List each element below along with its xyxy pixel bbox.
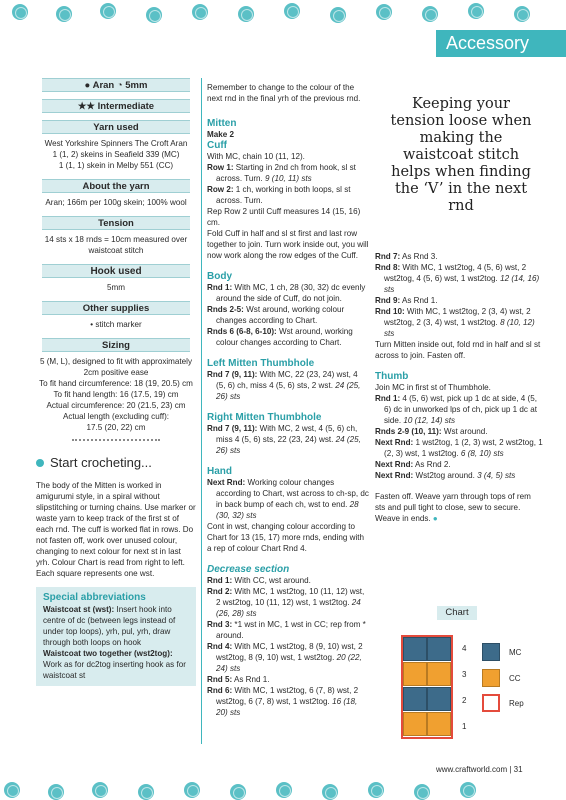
sizing-line: To fit hand length: 16 (17.5, 19) cm (53, 390, 179, 399)
hook-icon: ◔ (116, 80, 123, 91)
hook-used-text: 5mm (107, 283, 125, 292)
key-swatch-mc (482, 643, 500, 661)
yarn-ball-icon (48, 784, 64, 800)
abbreviation-item (43, 648, 189, 681)
chart-cell-r3-c1 (403, 662, 427, 686)
yarn-ball-icon (276, 782, 292, 798)
body-rnds-6: Rnds 6 (6-8, 6-10): Wst around, working colour changes according to Chart. (207, 327, 353, 347)
decrease-rnd-2: Rnd 2: With MC, 1 wst2tog, 10 (11, 12) wst, 2 wst2tog, 10 (11, 12) wst, 1 wst2tog. 24 (26, 28) sts (207, 587, 365, 618)
page-number: 31 (513, 765, 523, 774)
left-thumbhole-heading: Left Mitten Thumbhole (207, 358, 315, 369)
skill-level: Intermediate (97, 101, 155, 112)
body-rnd-1: Rnd 1: With MC, 1 ch, 28 (30, 32) dc evenly around the side of Cuff, do not join. (207, 283, 366, 303)
tension-heading: Tension (42, 216, 190, 230)
footer-url: www.craftworld.com (436, 765, 508, 774)
abbreviation-item (43, 604, 189, 648)
chart-title: Chart (437, 606, 477, 620)
yarn-ball-icon (468, 3, 484, 19)
thumb-rnds-2-9: Rnds 2-9 (10, 11): Wst around. (375, 427, 488, 436)
mitten-heading: Mitten (207, 118, 237, 129)
yarn-weight: Aran (92, 80, 115, 91)
bottom-yarn-ball-border (0, 780, 566, 800)
chart-cell-r2-c1 (403, 687, 427, 711)
yarn-ball-icon (376, 4, 392, 20)
end-mark-icon: ● (432, 514, 438, 523)
yarn-weight-icon: ● (84, 80, 91, 91)
right-thumbhole-rnd-7: Rnd 7 (9, 11): With MC, 2 wst, 4 (5, 6) ch, miss 4 (5, 6) sts, 22 (23, 24) wst. 24 (25, 26) sts (207, 424, 361, 455)
column-divider (201, 78, 202, 744)
sizing-line: To fit hand circumference: 18 (19, 20.5) cm (39, 379, 193, 388)
tension-text: 14 sts x 18 rnds = 10cm measured over waistcoat stitch (44, 235, 188, 255)
yarn-ball-icon (422, 6, 438, 22)
pull-quote: Keeping your tension loose when making the waistcoat stitch helps when finding the ‘V’ in the next rnd (390, 96, 532, 214)
right-thumbhole-heading: Right Mitten Thumbhole (207, 412, 322, 423)
other-supplies-text: • stitch marker (90, 320, 142, 329)
start-text: The body of the Mitten is worked in amigurumi style, in a spiral without slipstitching or turning chains. Use marker or waste yarn to keep track of the first st of each rnd. The cuff is worked flat in rows. Do not fasten off, work over unused colour, changing to next colour for next st in last yrh. Colour Chart is read from right to left. Each square represents one wst. (36, 481, 196, 578)
intro-text: Remember to change to the colour of the next rnd in the final yrh of the previous rnd. (207, 83, 361, 103)
yarn-ball-icon (460, 782, 476, 798)
key-label-rep: Rep (509, 699, 524, 708)
cuff-row-2: Row 2: 1 ch, working in both loops, sl st across. Turn. (207, 185, 351, 205)
decrease-rnd-6: Rnd 6: With MC, 1 wst2tog, 6 (7, 8) wst, 2 wst2tog, 6 (7, 8) wst, 1 wst2tog. 16 (18, 20) sts (207, 686, 359, 717)
yarn-ball-icon (284, 3, 300, 19)
cuff-heading: Cuff (207, 140, 227, 151)
chart-row-label: 2 (462, 696, 467, 705)
yarn-ball-icon (368, 782, 384, 798)
decrease-rnd-1: Rnd 1: With CC, wst around. (207, 576, 311, 585)
yarn-ball-icon (238, 6, 254, 22)
yarn-ball-icon (330, 7, 346, 23)
yarn-line: 1 (1, 2) skeins in Seafield 339 (MC) (52, 150, 180, 159)
level-pill (42, 99, 190, 113)
thumb-join: Join MC in first st of Thumbhole. (375, 383, 491, 392)
colour-chart-grid (401, 635, 453, 739)
abbreviation-term: Waistcoat two together (wst2tog): (43, 649, 173, 658)
thumb-next-rnd-1: Next Rnd: 1 wst2tog, 1 (2, 3) wst, 2 wst2tog, 1 (2, 3) wst, 1 wst2tog. 6 (8, 10) sts (375, 438, 543, 458)
body-rnds-2-5: Rnds 2-5: Wst around, working colour changes according to Chart. (207, 305, 345, 325)
yarn-ball-icon (4, 782, 20, 798)
start-title: Start crocheting... (50, 455, 152, 470)
abbreviation-term: Waistcoat st (wst): (43, 605, 115, 614)
fasten-off-text: Fasten off. Weave yarn through tops of rem sts and pull tight to close, sew to secure. Weave in ends. ● (375, 492, 531, 523)
hand-continue: Cont in wst, changing colour according to Chart for 13 (15, 17) more rnds, ending with a rep of colour Chart Rnd 4. (207, 522, 365, 553)
thumb-next-rnd-2: Next Rnd: As Rnd 2. (375, 460, 451, 469)
left-thumbhole-rnd-7: Rnd 7 (9, 11): With MC, 22 (23, 24) wst, 4 (5, 6) ch, miss 4 (5, 6) sts, 2 wst. 24 (25, 26) sts (207, 370, 361, 401)
abbreviation-definition: Work as for dc2tog inserting hook as for waistcoat st (43, 660, 186, 680)
yarn-ball-icon (100, 3, 116, 19)
weight-hook-pill (42, 78, 190, 92)
key-label-mc: MC (509, 648, 522, 657)
top-yarn-ball-border (0, 0, 566, 26)
pattern-column-1 (207, 82, 369, 718)
key-label-cc: CC (509, 674, 521, 683)
chart-row-label: 1 (462, 722, 467, 731)
yarn-ball-icon (414, 784, 430, 800)
sizing-line: 17.5 (20, 22) cm (86, 423, 146, 432)
yarn-ball-icon (230, 784, 246, 800)
chart-row-label: 3 (462, 670, 467, 679)
about-yarn-heading: About the yarn (42, 179, 190, 193)
sizing-line: 5 (M, L), designed to fit with approximately 2cm positive ease (39, 357, 193, 377)
yarn-used-heading: Yarn used (42, 120, 190, 134)
yarn-ball-icon (322, 784, 338, 800)
hand-heading: Hand (207, 466, 232, 477)
footer-divider: | (509, 765, 514, 774)
sizing-line: Actual length (excluding cuff): (62, 412, 170, 421)
abbreviation-definition: Insert hook into centre of dc (between legs instead of under top loops), yrh, pul, yrh, draw through both loops on hook (43, 605, 176, 647)
sizing-line: Actual circumference: 20 (21.5, 23) cm (46, 401, 186, 410)
cuff-row-1: Row 1: Starting in 2nd ch from hook, sl st across. Turn. 9 (10, 11) sts (207, 163, 356, 183)
yarn-line: West Yorkshire Spinners The Croft Aran (44, 139, 188, 148)
decrease-rnd-4: Rnd 4: With MC, 1 wst2tog, 8 (9, 10) wst, 2 wst2tog, 8 (9, 10) wst, 1 wst2tog. 20 (22, 24) sts (207, 642, 363, 673)
dotted-separator (72, 439, 160, 441)
rnd-9: Rnd 9: As Rnd 1. (375, 296, 438, 305)
rnd-7: Rnd 7: As Rnd 3. (375, 252, 438, 261)
rnd-8: Rnd 8: With MC, 1 wst2tog, 4 (5, 6) wst, 2 wst2tog, 4 (5, 6) wst, 1 wst2tog. 12 (14, 16) sts (375, 263, 540, 294)
star-rating: ★★ (77, 101, 95, 112)
sizing-heading: Sizing (42, 338, 190, 352)
cuff-chain: With MC, chain 10 (11, 12). (207, 152, 305, 161)
thumb-next-rnd-3: Next Rnd: Wst2tog around. 3 (4, 5) sts (375, 471, 516, 480)
info-column (36, 78, 196, 686)
make-count: Make 2 (207, 130, 234, 139)
hand-next-rnd: Next Rnd: Working colour changes according to Chart, wst across to ch-sp, dc in back bump of each ch, wst to end. 28 (30, 32) sts (207, 478, 369, 520)
about-yarn-text: Aran; 166m per 100g skein; 100% wool (45, 198, 187, 207)
yarn-ball-icon (138, 784, 154, 800)
chart-cell-r1-c2 (427, 712, 451, 736)
decrease-heading: Decrease section (207, 564, 290, 575)
pattern-column-2 (375, 251, 543, 524)
key-swatch-cc (482, 669, 500, 687)
yarn-ball-icon (192, 4, 208, 20)
other-supplies-heading: Other supplies (42, 301, 190, 315)
hook-size: 5mm (125, 80, 148, 91)
yarn-ball-icon (56, 6, 72, 22)
decrease-rnd-5: Rnd 5: As Rnd 1. (207, 675, 270, 684)
cuff-fold: Fold Cuff in half and sl st first and last row together to join. Turn work inside out, you will now work along the row edges of the Cuff. (207, 229, 369, 260)
body-heading: Body (207, 271, 232, 282)
thumb-heading: Thumb (375, 371, 409, 382)
bullet-icon (36, 459, 44, 467)
hook-used-heading: Hook used (42, 264, 190, 278)
yarn-line: 1 (1, 1) skein in Melby 551 (CC) (58, 161, 174, 170)
start-heading (36, 457, 196, 468)
cuff-rep: Rep Row 2 until Cuff measures 14 (15, 16) cm. (207, 207, 361, 227)
abbreviations-title: Special abbreviations (43, 592, 146, 603)
thumb-rnd-1: Rnd 1: 4 (5, 6) wst, pick up 1 dc at side, 4 (5, 6) dc in unworked lps of ch, pick up 1 dc at side. 10 (12, 14) sts (375, 394, 537, 425)
chart-cell-r2-c2 (427, 687, 451, 711)
yarn-ball-icon (12, 4, 28, 20)
chart-cell-r4-c2 (427, 637, 451, 661)
decrease-rnd-3: Rnd 3: *1 wst in MC, 1 wst in CC; rep from * around. (207, 620, 366, 640)
chart-cell-r1-c1 (403, 712, 427, 736)
yarn-ball-icon (92, 782, 108, 798)
key-swatch-rep (482, 694, 500, 712)
abbreviations-box (36, 587, 196, 686)
turn-text: Turn Mitten inside out, fold rnd in half and sl st across to join. Fasten off. (375, 340, 541, 360)
chart-cell-r4-c1 (403, 637, 427, 661)
rnd-10: Rnd 10: With MC, 1 wst2tog, 2 (3, 4) wst, 2 wst2tog, 2 (3, 4) wst, 1 wst2tog. 8 (10, 12) sts (375, 307, 535, 338)
yarn-ball-icon (146, 7, 162, 23)
yarn-ball-icon (514, 6, 530, 22)
sizing-text (36, 356, 196, 433)
yarn-ball-icon (184, 782, 200, 798)
section-banner: Accessory (436, 30, 566, 57)
chart-cell-r3-c2 (427, 662, 451, 686)
page-footer (436, 765, 523, 774)
yarn-used-text (36, 138, 196, 171)
chart-row-label: 4 (462, 644, 467, 653)
